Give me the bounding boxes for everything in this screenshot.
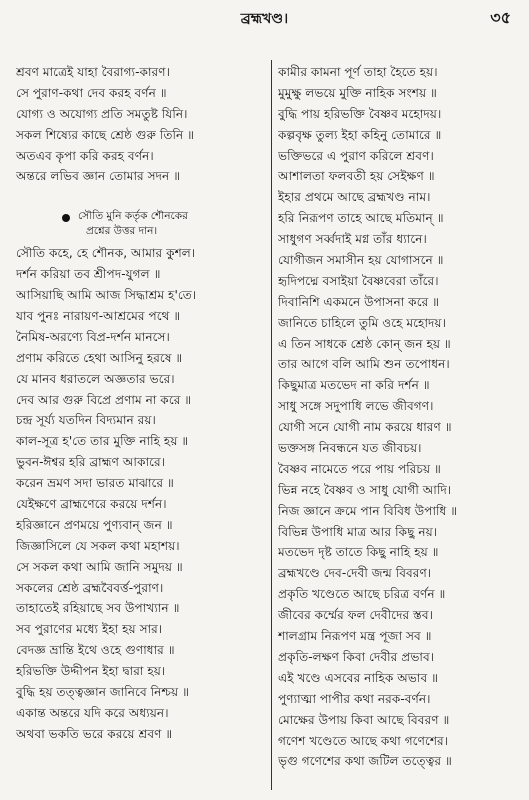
verse-line: গণেশ খণ্ডেতে আছে কথা গণেশের। [278,733,449,748]
verse-line: বুদ্ধি হয় তত্ত্বজ্ঞান জানিবে নিশ্চয় ॥ [16,685,189,700]
verse-line: জিজ্ঞাসিলে যে সকল কথা মহাশয়। [16,538,180,553]
verse-line: কিছুমাত্র মতভেদ না করি দর্শন ॥ [278,378,430,393]
section-heading [16,209,264,243]
verse-line: আশালতা ফলবতী হয় সেইক্ষণ ॥ [278,169,435,184]
verse-line: বৈষ্ণব নামেতে পরে পায় পরিচয় ॥ [278,461,441,476]
page-number: ৩৫ [490,8,511,27]
verse-line: এ তিন সাধকে শ্রেষ্ঠ কোন্ জন হয় ॥ [278,336,451,351]
verse-line: শ্রবণ মাত্রেই যাহা বৈরাগ্য-কারণ। [16,65,170,79]
verse-line: সে সকল কথা আমি জানি সমুদয় ॥ [16,559,183,574]
verse-line: মোক্ষের উপায় কিবা আছে বিবরণ ॥ [278,712,450,727]
verse-line: যোগীজন সমাসীন হয় যোগাসনে ॥ [278,253,444,268]
verse-line: শালগ্রাম নিরূপণ মন্ত্র পূজা সব ॥ [278,629,432,644]
verse-line: কামীর কামনা পূর্ণ তাহা হৈতে হয়। [278,65,438,79]
verse-line: বিভিন্ন উপাধি মাত্র আর কিছু নয়। [278,524,438,539]
verse-line: যাব পুনঃ নারায়ণ-আশ্রমের পথে ॥ [16,309,181,324]
verse-line: হরিভক্তি উদ্দীপন ইহা দ্বারা হয়। [16,664,166,679]
verse-line: ইহার প্রথমে আছে ব্রহ্মখণ্ড নাম। [278,190,431,205]
verse-line: ভক্তিভরে এ পুরাণ করিলে শ্রবণ। [278,148,434,163]
verse-line: প্রকৃতি খণ্ডেতে আছে চরিত্র বর্ণন ॥ [278,587,446,602]
verse-line: জানিতে চাহিলে তুমি ওহে মহোদয়। [278,315,446,330]
verse-line: যোগ্য ও অযোগ্য প্রতি সমতুষ্ট যিনি। [16,106,188,121]
verse-line: ভুবন-ঈশ্বর হরি ব্রাহ্মণ আকারে। [16,455,166,470]
verse-line: হরি নিরূপণ তাহে আছে মতিমান্ ॥ [278,211,444,226]
verse-line: দর্শন করিয়া তব শ্রীপদ-যুগল ॥ [16,267,161,282]
verse-line: অন্তরে লভিব জ্ঞান তোমার সদন ॥ [16,169,181,184]
verse-line: দিবানিশি একমনে উপাসনা করে ॥ [278,294,440,309]
verse-line: যোগী সনে যোগী নাম করয়ে ধারণ ॥ [278,420,452,435]
verse-line: সাধুগণ সর্ব্বদাই মগ্ন তাঁর ধ্যানে। [278,232,427,247]
verse-line: নৈমিষ-অরণ্যে বিপ্র-দর্শন মানসে। [16,329,170,344]
verse-line: যেইক্ষণে ব্রাহ্মণেরে করয়ে দর্শন। [16,497,167,512]
bullet-icon [62,214,70,222]
verse-line: সৌতি কহে, হে শৌনক, আমার কুশল। [16,246,196,261]
verse-line: দেব আর গুরু বিপ্রে প্রণাম না করে ॥ [16,392,192,407]
column-divider [271,60,272,790]
verse-line: কল্পবৃক্ষ তুল্য ইহা কহিনু তোমারে ॥ [278,127,442,142]
verse-line: ভক্তসঙ্গ নিবন্ধনে যত জীবচয়। [278,441,422,456]
verse-line: ভিন্ন নহে বৈষ্ণব ও সাধু যোগী আদি। [278,482,452,497]
verse-line: মুমুক্ষু লভয়ে মুক্তি নাহিক সংশয় ॥ [278,85,437,100]
verse-line: হৃদিপদ্মে বসাইয়া বৈষ্ণবেরা তাঁরে। [278,273,439,288]
page-header [0,0,529,32]
verse-line: সব পুরাণের মধ্যে ইহা হয় সার। [16,622,163,637]
verse-line: হরিজ্ঞানে প্রণময়ে পুণ্যবান্ জন ॥ [16,517,173,532]
verse-line: প্রকৃতি-লক্ষণ কিবা দেবীর প্রভাব। [278,649,435,664]
verse-line: সকলের শ্রেষ্ঠ ব্রহ্মবৈবর্ত্ত-পুরাণ। [16,580,164,595]
verse-line: জীবের কর্ম্মের ফল দেবীদের স্তব। [278,608,433,623]
verse-line: করেন ভ্রমণ সদা ভারত মাঝারে ॥ [16,476,174,491]
verse-line: প্রণাম করিতে হেথা আসিনু হরষে ॥ [16,350,183,365]
verse-line: কাল-সূত্র হ'তে তার মুক্তি নাহি হয় ॥ [16,434,189,449]
verse-line: যে মানব ধরাতলে অজ্ঞতার ভরে। [16,371,175,386]
verse-line: একান্ত অন্তরে যদি করে অধ্যয়ন। [16,705,169,720]
verse-line: সকল শিষ্যের কাছে শ্রেষ্ঠ গুরু তিনি ॥ [16,127,194,142]
verse-line: নিজ জ্ঞানে ক্রমে পান বিবিধ উপাধি ॥ [278,503,458,518]
verse-line: চন্দ্র সূর্য্য যতদিন বিদ্যমান রয়। [16,413,156,428]
verse-line: সাধু সঙ্গে সদুপাধি লভে জীবগণ। [278,399,434,414]
section-heading-line-1: সৌতি মুনি কর্তৃক শৌনকের [78,210,188,223]
left-column [16,62,264,790]
verse-line: তাহাতেই রহিয়াছে সব উপাখ্যান ॥ [16,601,180,616]
verse-line: মতভেদ দৃষ্ট তাতে কিছু নাহি হয় ॥ [278,545,439,560]
verse-line: বেদজ্ঞ ভ্রান্তি ইথে ওহে গুণাধার ॥ [16,643,175,658]
verse-line: বুদ্ধি পায় হরিভক্তি বৈষ্ণব মহোদয়। [278,106,442,121]
verse-line: অথবা ভকতি ভরে করয়ে শ্রবণ ॥ [16,726,173,741]
verse-line: ব্রহ্মখণ্ডে দেব-দেবী জন্ম বিবরণ। [278,566,432,581]
running-title: ব্রহ্মখণ্ড। [240,11,289,27]
right-column [278,62,518,790]
section-heading-line-2: প্রশ্নের উত্তর দান। [86,225,158,238]
verse-line: আসিয়াছি আমি আজ সিদ্ধাশ্রম হ'তে। [16,288,197,303]
verse-line: অতএব কৃপা করি করহ বর্ণন। [16,148,154,163]
verse-line: ভৃগু গণেশের কথা জটিল তত্ত্বের ॥ [278,754,452,769]
verse-line: এই খণ্ডে এসবের নাহিক অভাব ॥ [278,670,438,685]
verse-line: সে পুরাণ-কথা দেব করহ বর্ণন ॥ [16,85,167,100]
verse-line: তার আগে বলি আমি শুন তপোধন। [278,357,450,372]
verse-line: পুণ্যাত্মা পাপীর কথা নরক-বর্ণন। [278,691,431,706]
